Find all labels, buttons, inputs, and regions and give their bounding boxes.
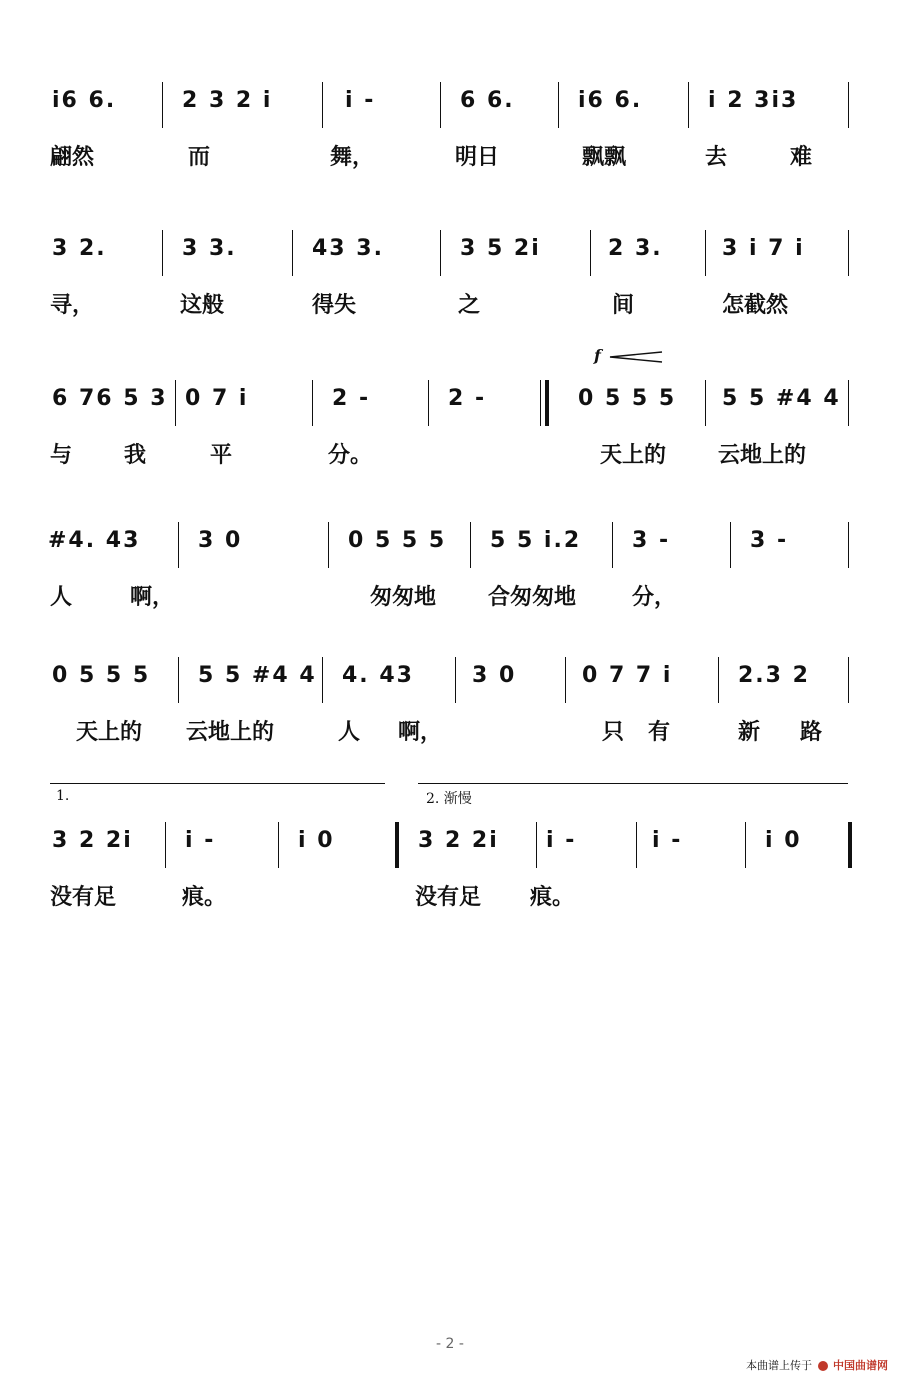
measure: 2 3 2 i (182, 88, 273, 113)
barline (428, 380, 429, 426)
lyric: 没有足 (415, 884, 482, 910)
measure: i - (652, 828, 683, 853)
lyric: 新 (738, 719, 761, 745)
volta-bracket-1 (50, 783, 385, 794)
volta-bracket-2 (418, 783, 848, 794)
barline (165, 822, 166, 868)
barline (718, 657, 719, 703)
barline (540, 380, 541, 426)
barline (440, 82, 441, 128)
lyric: 没有足 (50, 884, 117, 910)
measure: #4. 43 (48, 528, 141, 553)
barline (848, 380, 849, 426)
lyric: 难 (790, 144, 813, 170)
measure: 3 - (750, 528, 789, 553)
lyric: 路 (800, 719, 823, 745)
lyric: 飘飘 (582, 144, 627, 170)
lyric: 有 (648, 719, 671, 745)
measure: 2 - (448, 386, 487, 411)
lyric: 痕。 (530, 884, 575, 910)
barline (322, 657, 323, 703)
lyric: 天上的 (76, 719, 143, 745)
measure: 5 5 #4 4 (722, 386, 841, 411)
staff (0, 70, 900, 140)
score-system-3 (0, 346, 900, 468)
lyric: 人 (338, 719, 361, 745)
staff (0, 368, 900, 438)
barline (178, 522, 179, 568)
lyrics-line (0, 140, 900, 180)
barline (688, 82, 689, 128)
final-barline (848, 822, 852, 868)
lyric: 寻， (50, 292, 95, 318)
volta-label-2: 2. 渐慢 (426, 791, 472, 807)
staff (0, 510, 900, 580)
staff (0, 218, 900, 288)
measure: i 0 (765, 828, 802, 853)
barline (558, 82, 559, 128)
measure: 4. 43 (342, 663, 414, 688)
lyric: 翩然 (50, 144, 95, 170)
measure: 0 5 5 5 (348, 528, 447, 553)
staff (0, 645, 900, 715)
barline (328, 522, 329, 568)
lyric: 合匆匆地 (488, 584, 577, 610)
barline (322, 82, 323, 128)
measure: i - (546, 828, 577, 853)
barline (705, 230, 706, 276)
barline (470, 522, 471, 568)
lyric: 而 (188, 144, 211, 170)
measure: 3 0 (198, 528, 243, 553)
measure: 43 3. (312, 236, 384, 261)
score-system-5 (0, 645, 900, 745)
barline (178, 657, 179, 703)
barline (848, 657, 849, 703)
lyrics-line (0, 715, 900, 755)
measure: 6 6. (460, 88, 515, 113)
measure: i6 6. (52, 88, 117, 113)
measure: 3 3. (182, 236, 237, 261)
barline (848, 82, 849, 128)
barline (162, 82, 163, 128)
lyrics-line (0, 438, 900, 478)
lyric: 分。 (328, 442, 373, 468)
lyric: 啊， (130, 584, 175, 610)
barline (705, 380, 706, 426)
score-system-1 (0, 70, 900, 170)
barline (565, 657, 566, 703)
barline (455, 657, 456, 703)
repeat-barline-thick (545, 380, 549, 426)
lyrics-line (0, 880, 900, 920)
measure: 3 - (632, 528, 671, 553)
measure: 3 5 2i (460, 236, 541, 261)
score-system-6 (0, 788, 900, 910)
measure: i 0 (298, 828, 335, 853)
barline (848, 522, 849, 568)
repeat-barline-end (395, 822, 399, 868)
measure: 0 7 7 i (582, 663, 673, 688)
lyric: 啊， (398, 719, 443, 745)
measure: 0 5 5 5 (52, 663, 151, 688)
barline (612, 522, 613, 568)
measure: i - (345, 88, 376, 113)
lyric: 之 (458, 292, 481, 318)
lyric: 匆匆地 (370, 584, 437, 610)
page-number: - 2 - (436, 1336, 464, 1352)
barline (636, 822, 637, 868)
barline (848, 230, 849, 276)
site-logo-icon (818, 1361, 828, 1371)
source-credit (746, 1357, 888, 1373)
lyric: 去 (705, 144, 728, 170)
score-system-2 (0, 218, 900, 318)
lyric: 云地上的 (186, 719, 275, 745)
barline (440, 230, 441, 276)
lyric: 云地上的 (718, 442, 807, 468)
lyric: 我 (124, 442, 147, 468)
measure: 0 5 5 5 (578, 386, 677, 411)
barline (175, 380, 176, 426)
measure: i6 6. (578, 88, 643, 113)
uploaded-text: 本曲谱上传于 (746, 1359, 812, 1372)
lyric: 分， (632, 584, 677, 610)
barline (590, 230, 591, 276)
barline (278, 822, 279, 868)
crescendo-hairpin (608, 350, 664, 364)
lyric: 舞， (330, 144, 375, 170)
barline (162, 230, 163, 276)
measure: 3 2 2i (418, 828, 499, 853)
lyric: 痕。 (182, 884, 227, 910)
lyric: 怎截然 (722, 292, 789, 318)
measure: i 2 3i3 (708, 88, 799, 113)
measure: 2 - (332, 386, 371, 411)
lyric: 得失 (312, 292, 357, 318)
lyric: 只 (602, 719, 625, 745)
measure: 3 i 7 i (722, 236, 805, 261)
dynamic-forte: f (594, 346, 601, 365)
barline (536, 822, 537, 868)
measure: 2.3 2 (738, 663, 810, 688)
measure: 3 2. (52, 236, 107, 261)
volta-label-1: 1. (56, 788, 70, 804)
barline (730, 522, 731, 568)
measure: 0 7 i (185, 386, 249, 411)
score-system-4 (0, 510, 900, 610)
measure: i - (185, 828, 216, 853)
barline (745, 822, 746, 868)
measure: 5 5 #4 4 (198, 663, 317, 688)
site-name[interactable]: 中国曲谱网 (833, 1359, 888, 1372)
lyric: 间 (612, 292, 635, 318)
barline (312, 380, 313, 426)
lyrics-line (0, 288, 900, 328)
lyric: 与 (50, 442, 73, 468)
measure: 6 76 5 3 (52, 386, 168, 411)
staff (0, 810, 900, 880)
lyric: 天上的 (600, 442, 667, 468)
lyric: 平 (210, 442, 233, 468)
measure: 2 3. (608, 236, 663, 261)
measure: 3 2 2i (52, 828, 133, 853)
lyrics-line (0, 580, 900, 620)
lyric: 人 (50, 584, 73, 610)
lyric: 这般 (180, 292, 225, 318)
measure: 3 0 (472, 663, 517, 688)
barline (292, 230, 293, 276)
lyric: 明日 (455, 144, 500, 170)
measure: 5 5 i.2 (490, 528, 582, 553)
